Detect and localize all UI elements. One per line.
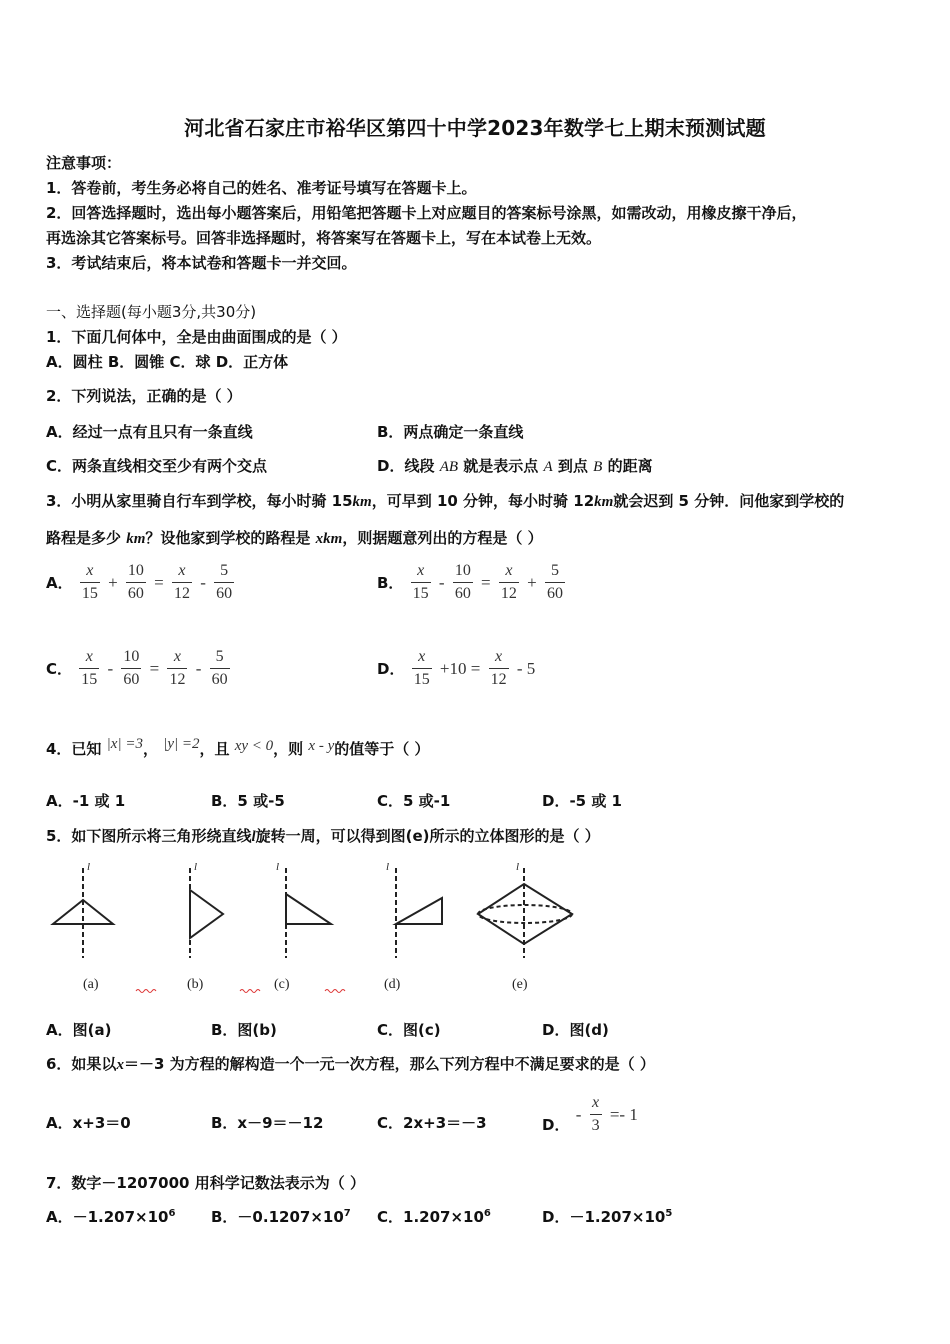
q4-sep: ， <box>142 740 158 758</box>
q6-d-label: D． <box>542 1116 570 1134</box>
op-minus-five: - 5 <box>516 658 536 678</box>
q4-then: ，则 <box>273 740 304 758</box>
q3-line-2 <box>46 527 543 548</box>
op-minus: - <box>107 658 114 678</box>
fig-label-a: (a) <box>83 977 99 992</box>
q6-stem <box>46 1053 655 1074</box>
fig-label-d: (d) <box>384 977 401 992</box>
q3-option-a <box>46 560 236 605</box>
q5-stem <box>46 825 600 846</box>
q3-c-label: C． <box>46 660 73 678</box>
fig-label-c: (c) <box>274 977 290 992</box>
fig-label-e: (e) <box>512 977 528 992</box>
fraction: $\frac{5}{60}$ <box>216 562 233 602</box>
q2-option-d <box>377 455 653 476</box>
q3-option-b <box>377 560 567 605</box>
q4-option-c: C．5 或-1 <box>377 792 451 810</box>
q2-d-mid1: 就是表示点 <box>463 457 539 475</box>
axis-label-a: l <box>87 861 91 873</box>
q2-option-b: B．两点确定一条直线 <box>377 423 524 441</box>
op-minus: - <box>438 572 445 592</box>
q4-option-a: A．-1 或 1 <box>46 792 126 810</box>
q6-d-rhs: =- 1 <box>609 1104 638 1124</box>
q5-option-b: B．图(b) <box>211 1021 277 1039</box>
fraction: $\frac{x}{15}$ <box>413 648 430 688</box>
q2-d-post: 的距离 <box>607 457 653 475</box>
q7-stem: 7．数字－1207000 用科学记数法表示为（ ） <box>46 1174 365 1192</box>
q3-text-1c: 就会迟到 5 分钟．问他家到学校的 <box>613 492 845 510</box>
q5-option-a: A．图(a) <box>46 1021 112 1039</box>
q2-d-b: B <box>593 459 603 475</box>
q6-option-b: B．x－9＝－12 <box>211 1114 324 1132</box>
q3-a-label: A． <box>46 574 73 592</box>
q2-d-mid2: 到点 <box>557 457 588 475</box>
q2-d-pre: D．线段 <box>377 457 435 475</box>
q3-option-c <box>46 646 232 691</box>
notice-item-2-cont: 再选涂其它答案标号。回答非选择题时，将答案写在答题卡上，写在本试卷上无效。 <box>46 229 602 247</box>
q2-d-a: A <box>543 459 553 475</box>
axis-label-b: l <box>194 861 198 873</box>
fraction: $\frac{x}{12}$ <box>500 562 517 602</box>
q6-stem-a: 6．如果以 <box>46 1055 117 1073</box>
op-plus: + <box>108 572 118 592</box>
q6-x: x <box>116 1057 124 1073</box>
q3-line-1 <box>46 490 844 511</box>
q3-unit-km-3: km <box>126 531 146 547</box>
q4-option-d: D．-5 或 1 <box>542 792 622 810</box>
figure-e <box>478 868 572 958</box>
q6-stem-b: ＝－3 为方程的解构造一个一元一次方程，那么下列方程中不满足要求的是（ ） <box>123 1055 655 1073</box>
q5-option-d: D．图(d) <box>542 1021 609 1039</box>
q6-d-minus: - <box>575 1104 582 1124</box>
axis-label-e: l <box>516 861 520 873</box>
q4-math-abs-y: |y| =2 <box>163 736 200 752</box>
notice-item-3: 3．考试结束后，将本试卷和答题卡一并交回。 <box>46 254 357 272</box>
q4-math-xy: xy < 0 <box>234 738 274 754</box>
q4-post: 的值等于（ ） <box>334 740 430 758</box>
fraction: $\frac{10}{60}$ <box>454 562 471 602</box>
figure-d <box>396 868 442 958</box>
notice-item-2: 2．回答选择题时，选出每小题答案后，用铅笔把答题卡上对应题目的答案标号涂黑，如需改动，用橡皮擦干净后， <box>46 204 807 222</box>
fraction: $\frac{10}{60}$ <box>123 648 140 688</box>
figure-a <box>53 868 113 958</box>
op-minus: - <box>195 658 202 678</box>
q4-math-abs-x: |x| =3 <box>106 736 143 752</box>
fraction: $\frac{10}{60}$ <box>127 562 144 602</box>
q2-option-a: A．经过一点有且只有一条直线 <box>46 423 253 441</box>
q4-pre: 4．已知 <box>46 740 102 758</box>
axis-label-d: l <box>386 861 390 873</box>
q3-xkm: xkm <box>315 531 343 547</box>
op-eq: = <box>149 658 160 678</box>
q1-options: A．圆柱 B．圆锥 C．球 D．正方体 <box>46 353 289 371</box>
page-title: 河北省石家庄市裕华区第四十中学2023年数学七上期末预测试题 <box>184 116 766 140</box>
figure-b <box>190 868 223 958</box>
q1-stem: 1．下面几何体中，全是由曲面围成的是（ ） <box>46 328 347 346</box>
section-heading: 一、选择题(每小题3分,共30分) <box>46 303 257 321</box>
q3-text-2a: 路程是多少 <box>46 529 122 547</box>
q4-option-b: B．5 或-5 <box>211 792 285 810</box>
figure-c <box>286 868 331 958</box>
q5-stem-a: 5．如下图所示将三角形绕直线 <box>46 827 252 845</box>
fraction: $\frac{x}{12}$ <box>173 562 190 602</box>
q4-math-x-minus-y: x - y <box>308 738 335 754</box>
q6-option-a: A．x+3＝0 <box>46 1114 131 1132</box>
op-minus: - <box>200 572 206 592</box>
q5-option-c: C．图(c) <box>377 1021 441 1039</box>
fraction: $\frac{x}{12}$ <box>169 648 186 688</box>
q3-text-1a: 3．小明从家里骑自行车到学校，每小时骑 15 <box>46 492 353 510</box>
q6-option-c: C．2x+3＝－3 <box>377 1114 487 1132</box>
q7-option-d: D．$-1.207\times 10^5$ <box>542 1208 673 1226</box>
axis-label-c: l <box>276 861 280 873</box>
q5-figures <box>46 858 586 1008</box>
fraction: $\frac{5}{60}$ <box>546 562 563 602</box>
q3-unit-km-2: km <box>594 494 614 510</box>
q2-d-ab: AB <box>439 459 459 475</box>
op-eq: = <box>481 572 491 592</box>
op-plus-ten-eq: +10 = <box>439 658 481 678</box>
q3-b-label: B． <box>377 574 404 592</box>
q3-text-2c: ，则据题意列出的方程是（ ） <box>342 529 543 547</box>
q3-text-2b: ？设他家到学校的路程是 <box>145 529 311 547</box>
q3-d-label: D． <box>377 660 405 678</box>
q3-unit-km: km <box>352 494 372 510</box>
fraction: $\frac{x}{15}$ <box>412 562 429 602</box>
q6-option-d <box>542 1092 639 1137</box>
notice-item-1: 1．答卷前，考生务必将自己的姓名、准考证号填写在答题卡上。 <box>46 179 477 197</box>
q3-text-1b: ，可早到 10 分钟，每小时骑 12 <box>371 492 595 510</box>
op-plus: + <box>527 572 537 592</box>
q7-option-a: A．$-1.207\times 10^6$ <box>46 1208 176 1226</box>
q2-stem: 2．下列说法，正确的是（ ） <box>46 387 242 405</box>
q2-option-c: C．两条直线相交至少有两个交点 <box>46 457 268 475</box>
fig-label-b: (b) <box>187 977 204 992</box>
q6-d-fraction: $\frac{x}{3}$ <box>591 1094 600 1134</box>
q5-axis-l: l <box>251 829 256 845</box>
q4-stem <box>46 738 429 759</box>
q7-option-b: B．$-0.1207\times 10^7$ <box>211 1208 351 1226</box>
fraction: $\frac{x}{15}$ <box>81 562 98 602</box>
op-eq: = <box>154 572 164 592</box>
q7-option-c: C．$1.207\times 10^6$ <box>377 1208 491 1226</box>
q3-option-d <box>377 646 536 691</box>
notice-heading: 注意事项： <box>46 154 122 172</box>
fraction: $\frac{x}{12}$ <box>490 648 507 688</box>
squiggle-marks <box>136 990 345 993</box>
q5-stem-b: 旋转一周，可以得到图(e)所示的立体图形的是（ ） <box>255 827 600 845</box>
fraction: $\frac{x}{15}$ <box>81 648 98 688</box>
q4-mid: ，且 <box>199 740 230 758</box>
fraction: $\frac{5}{60}$ <box>211 648 228 688</box>
